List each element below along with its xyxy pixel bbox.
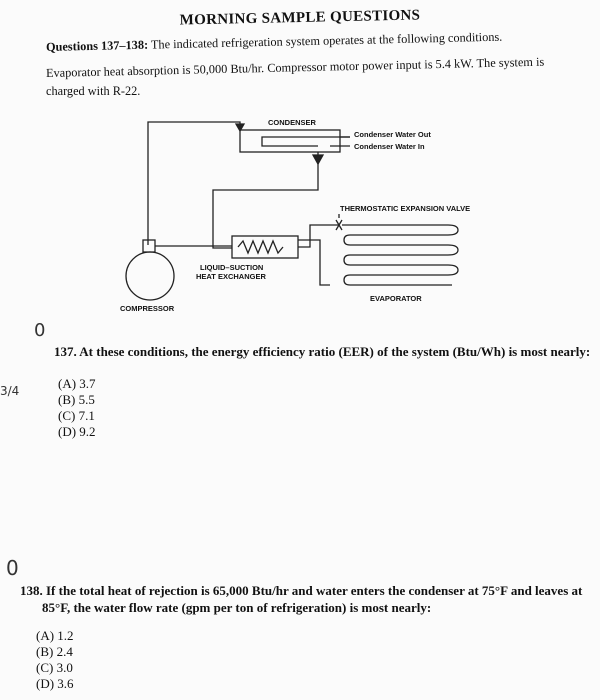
- compressor-body: [126, 252, 174, 300]
- question-137-options: [58, 376, 96, 440]
- option-138-b[interactable]: (B) 2.4: [36, 644, 73, 659]
- question-138-line-1: 138. If the total heat of rejection is 65,000 Btu/hr and water enters the condenser at 75°F and leaves at: [20, 583, 583, 598]
- option-137-a[interactable]: (A) 3.7: [58, 376, 96, 391]
- handwritten-mark-137: 0: [34, 320, 46, 341]
- handwritten-mark-138: 0: [6, 556, 19, 580]
- condenser-shell: [240, 130, 340, 152]
- question-138-options: [36, 628, 74, 692]
- intro-line-2: Evaporator heat absorption is 50,000 Btu/hr. Compressor motor power input is 5.4 kW. The system is: [45, 54, 545, 80]
- page-title: MORNING SAMPLE QUESTIONS: [179, 7, 421, 29]
- discharge-line: [148, 122, 240, 245]
- water-out-label: Condenser Water Out: [354, 130, 431, 139]
- compressor-valve-box: [143, 240, 155, 252]
- liquid-to-txv-line: [298, 225, 339, 247]
- refrigeration-diagram: [0, 0, 600, 330]
- hx-label-line-1: LIQUID–SUCTION: [200, 263, 264, 272]
- liquid-line: [213, 152, 318, 248]
- evaporator-coil: [342, 225, 458, 285]
- water-in-label: Condenser Water In: [354, 142, 425, 151]
- option-137-d[interactable]: (D) 9.2: [58, 424, 96, 439]
- hx-coil: [238, 241, 283, 253]
- intro-lead: Questions 137–138:: [45, 37, 149, 54]
- question-138-line-2: 85°F, the water flow rate (gpm per ton of refrigeration) is most nearly:: [42, 600, 432, 615]
- option-138-c[interactable]: (C) 3.0: [36, 660, 73, 675]
- option-138-d[interactable]: (D) 3.6: [36, 676, 74, 691]
- intro-text-1: The indicated refrigeration system operates at the following conditions.: [150, 29, 503, 52]
- option-137-b[interactable]: (B) 5.5: [58, 392, 95, 407]
- condenser-coil: [262, 137, 350, 146]
- evaporator-label: EVAPORATOR: [370, 294, 422, 303]
- txv-label: THERMOSTATIC EXPANSION VALVE: [340, 204, 471, 213]
- question-137-text: 137. At these conditions, the energy efficiency ratio (EER) of the system (Btu/Wh) is most nearly:: [54, 344, 591, 359]
- hx-label-line-2: HEAT EXCHANGER: [196, 272, 266, 281]
- handwritten-note: 3/4: [0, 384, 20, 398]
- compressor-label: COMPRESSOR: [120, 304, 175, 313]
- intro-line-3: charged with R-22.: [46, 84, 141, 98]
- condenser-label: CONDENSER: [268, 118, 316, 127]
- option-138-a[interactable]: (A) 1.2: [36, 628, 74, 643]
- option-137-c[interactable]: (C) 7.1: [58, 408, 95, 423]
